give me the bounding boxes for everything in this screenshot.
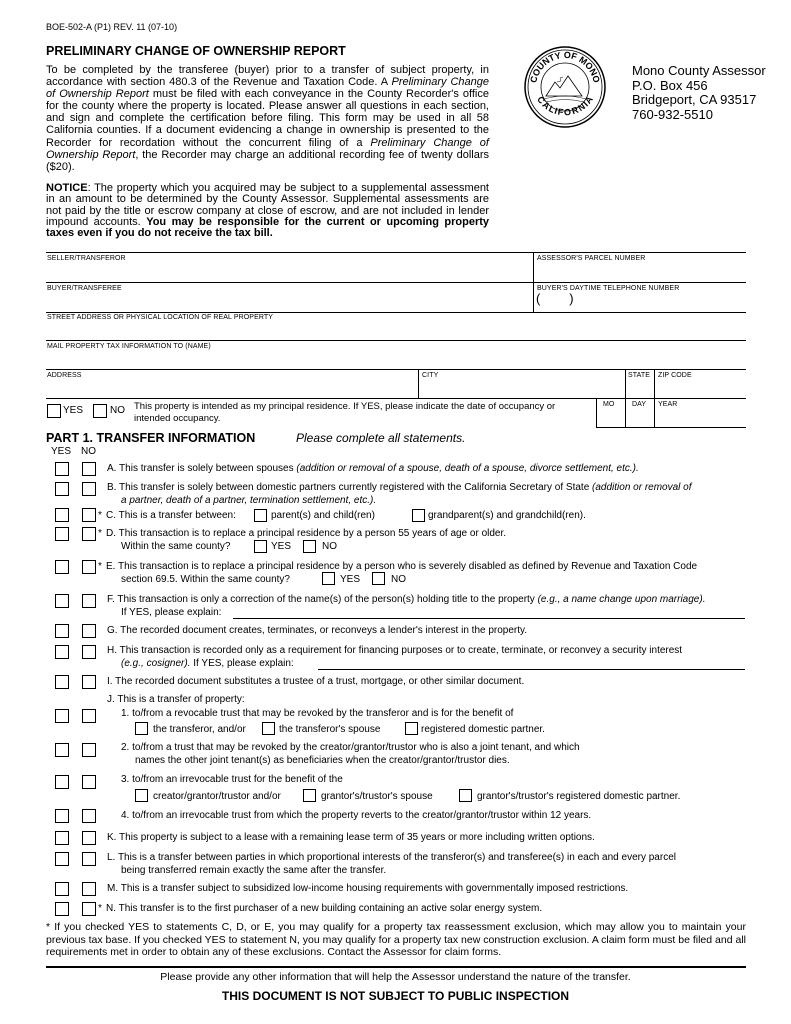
statement-j2-line2: names the other joint tenant(s) as beneficiaries when the creator/grantor/trustor dies.	[135, 755, 510, 766]
seller-label: SELLER/TRANSFEROR	[47, 255, 126, 262]
statement-l: L. This is a transfer between parties in which proportional interests of the transferor(s) and transferee(s) in each and every parcel	[107, 852, 676, 863]
divider	[625, 369, 626, 398]
apn-field[interactable]	[535, 262, 745, 281]
e-same-county-no-checkbox[interactable]	[372, 572, 385, 585]
statement-k-yes-checkbox[interactable]	[55, 831, 69, 845]
seller-field[interactable]	[46, 262, 532, 281]
statement-f-yes-checkbox[interactable]	[55, 594, 69, 608]
state-label: STATE	[628, 372, 651, 379]
street-label: STREET ADDRESS OR PHYSICAL LOCATION OF REAL PROPERTY	[47, 314, 274, 321]
statement-j3-yes-checkbox[interactable]	[55, 775, 69, 789]
no-column-label: NO	[81, 446, 96, 457]
residence-no-checkbox[interactable]	[93, 404, 107, 418]
svg-text:COUNTY OF MONO	[528, 50, 601, 84]
parent-child-checkbox[interactable]	[254, 509, 267, 522]
assessor-po-box: P.O. Box 456	[632, 77, 708, 93]
statement-b: B. This transfer is solely between domestic partners currently registered with the California Secretary of State (addition or removal of	[107, 482, 692, 493]
statement-c-yes-checkbox[interactable]	[55, 508, 69, 522]
statement-k: K. This property is subject to a lease with a remaining lease term of 35 years or more including written options.	[107, 832, 595, 843]
statement-l-no-checkbox[interactable]	[82, 852, 96, 866]
d-yes-label: YES	[271, 541, 292, 552]
assessor-city: Bridgeport, CA 93517	[632, 92, 757, 107]
statement-h-yes-checkbox[interactable]	[55, 645, 69, 659]
f-explain-field[interactable]	[233, 618, 745, 619]
footnote: * If you checked YES to statements C, D, or E, you may qualify for a property tax reassessment exclusion, which may allow you to maintain your previous tax base. If you checked YES to statement N, you may qualify for a property tax new construction exclusion. A claim form must be filed and all requirements met in order to obtain any of these exclusions. Contact the Assessor for claim forms.	[46, 921, 746, 958]
j1-transferor-checkbox[interactable]	[135, 722, 148, 735]
statement-i-no-checkbox[interactable]	[82, 675, 96, 689]
yes-column-label: YES	[51, 446, 72, 457]
assessor-address-block	[632, 64, 766, 122]
statement-n-yes-checkbox[interactable]	[55, 902, 69, 916]
j3-creator-checkbox[interactable]	[135, 789, 148, 802]
statement-e-no-checkbox[interactable]	[82, 560, 96, 574]
year-field[interactable]	[656, 410, 745, 426]
page-title: PRELIMINARY CHANGE OF OWNERSHIP REPORT	[46, 44, 346, 58]
statement-i: I. The recorded document substitutes a trustee of a trust, mortgage, or other similar document.	[107, 676, 525, 687]
assessor-phone: 760-932-5510	[632, 106, 713, 122]
part1-heading: PART 1. TRANSFER INFORMATION	[46, 431, 256, 445]
buyer-phone-label: BUYER'S DAYTIME TELEPHONE NUMBER	[537, 285, 680, 292]
divider	[46, 369, 746, 370]
j3-creator-label: creator/grantor/trustor and/or	[153, 791, 281, 802]
statement-m-no-checkbox[interactable]	[82, 882, 96, 896]
parent-child-label: parent(s) and child(ren)	[271, 510, 375, 521]
statement-a: A. This transfer is solely between spouses (addition or removal of a spouse, death of a spouse, divorce settlement, etc.).	[107, 463, 639, 474]
form-number: BOE-502-A (P1) REV. 11 (07-10)	[46, 22, 178, 32]
county-seal	[524, 46, 606, 128]
residence-no-label: NO	[110, 405, 125, 416]
statement-j2-yes-checkbox[interactable]	[55, 743, 69, 757]
city-label: CITY	[422, 372, 439, 379]
d-same-county-no-checkbox[interactable]	[303, 540, 316, 553]
statement-l-line2: being transferred remain exactly the same after the transfer.	[121, 865, 387, 876]
divider	[46, 252, 746, 253]
mail-to-label: MAIL PROPERTY TAX INFORMATION TO (NAME)	[47, 343, 211, 350]
statement-b-no-checkbox[interactable]	[82, 482, 96, 496]
divider	[625, 398, 626, 427]
d-same-county-yes-checkbox[interactable]	[254, 540, 267, 553]
statement-d-asterisk: *	[98, 528, 102, 539]
j1-partner-label: registered domestic partner.	[421, 724, 545, 735]
statement-f-line2: If YES, please explain:	[121, 607, 222, 618]
statement-a-yes-checkbox[interactable]	[55, 462, 69, 476]
statement-i-yes-checkbox[interactable]	[55, 675, 69, 689]
j1-spouse-label: the transferor's spouse	[279, 724, 381, 735]
statement-f-no-checkbox[interactable]	[82, 594, 96, 608]
address-field[interactable]	[46, 380, 416, 397]
statement-j4: 4. to/from an irrevocable trust from which the property reverts to the creator/grantor/trustor within 12 years.	[121, 810, 592, 821]
j3-spouse-label: grantor's/trustor's spouse	[321, 791, 433, 802]
statement-j4-no-checkbox[interactable]	[82, 809, 96, 823]
svg-text:CALIFORNIA	[535, 94, 595, 117]
j1-transferor-label: the transferor, and/or	[153, 724, 246, 735]
buyer-field[interactable]	[46, 292, 532, 311]
buyer-label: BUYER/TRANSFEREE	[47, 285, 122, 292]
j3-partner-checkbox[interactable]	[459, 789, 472, 802]
statement-d: D. This transaction is to replace a principal residence by a person 55 years of age or older.	[106, 528, 507, 539]
statement-j3: 3. to/from an irrevocable trust for the benefit of the	[121, 774, 343, 785]
divider	[46, 340, 746, 341]
statement-c-no-checkbox[interactable]	[82, 508, 96, 522]
statement-h-line2: (e.g., cosigner). If YES, please explain:	[121, 658, 294, 669]
statement-h: H. This transaction is recorded only as a requirement for financing purposes or to create, terminate, or reconvey a security interest	[107, 645, 683, 656]
statement-e-line2: section 69.5. Within the same county?	[121, 574, 290, 585]
statement-d-yes-checkbox[interactable]	[55, 527, 69, 541]
statement-g-no-checkbox[interactable]	[82, 624, 96, 638]
buyer-phone-field[interactable]: ( )	[536, 291, 574, 306]
divider	[596, 427, 746, 428]
residence-yes-checkbox[interactable]	[47, 404, 61, 418]
divider	[46, 312, 746, 313]
statement-c-asterisk: *	[98, 510, 102, 521]
zip-label: ZIP CODE	[658, 372, 692, 379]
statement-d-line2: Within the same county?	[121, 541, 231, 552]
assessor-name: Mono County Assessor	[632, 63, 766, 78]
statement-b-yes-checkbox[interactable]	[55, 482, 69, 496]
statement-m: M. This is a transfer subject to subsidized low-income housing requirements with governmentally imposed restrictions.	[107, 883, 629, 894]
divider	[46, 282, 746, 283]
statement-e-asterisk: *	[98, 561, 102, 572]
d-no-label: NO	[322, 541, 337, 552]
statement-k-no-checkbox[interactable]	[82, 831, 96, 845]
seal-top-text: COUNTY OF MONO	[528, 49, 602, 84]
j1-spouse-checkbox[interactable]	[262, 722, 275, 735]
statement-a-no-checkbox[interactable]	[82, 462, 96, 476]
residence-text: This property is intended as my principal residence. If YES, please indicate the date of occupancy or intended occupancy.	[134, 401, 556, 424]
not-public-notice: THIS DOCUMENT IS NOT SUBJECT TO PUBLIC INSPECTION	[221, 989, 570, 1003]
statement-j3-no-checkbox[interactable]	[82, 775, 96, 789]
apn-label: ASSESSOR'S PARCEL NUMBER	[537, 255, 646, 262]
statement-e-yes-checkbox[interactable]	[55, 560, 69, 574]
divider	[418, 369, 419, 398]
divider	[596, 398, 597, 427]
j3-partner-label: grantor's/trustor's registered domestic partner.	[477, 791, 681, 802]
statement-c: C. This is a transfer between:	[106, 510, 236, 521]
statement-m-yes-checkbox[interactable]	[55, 882, 69, 896]
statement-j1-no-checkbox[interactable]	[82, 709, 96, 723]
divider	[46, 966, 746, 968]
day-label: DAY	[632, 401, 647, 408]
part1-note: Please complete all statements.	[296, 431, 466, 445]
statement-b-line2: a partner, death of a partner, termination settlement, etc.).	[121, 495, 377, 506]
statement-e: E. This transaction is to replace a principal residence by a person who is severely disabled as defined by Revenue and Taxation Code	[106, 561, 698, 572]
city-field[interactable]	[420, 380, 623, 397]
year-label: YEAR	[658, 401, 678, 408]
zip-field[interactable]	[656, 380, 745, 397]
month-field[interactable]	[598, 410, 624, 426]
statement-g-yes-checkbox[interactable]	[55, 624, 69, 638]
e-same-county-yes-checkbox[interactable]	[322, 572, 335, 585]
divider	[46, 398, 746, 399]
statement-j1-yes-checkbox[interactable]	[55, 709, 69, 723]
notice-paragraph: NOTICE: The property which you acquired may be subject to a supplemental assessment in an amount to be determined by the County Assessor. Supplemental assessments are not paid by the title or escrow company at close of escrow, and are not included in lender impound accounts. You may be responsible for the current or upcoming property taxes even if you do not receive the tax bill.	[46, 182, 490, 240]
e-no-label: NO	[391, 574, 406, 585]
j3-spouse-checkbox[interactable]	[303, 789, 316, 802]
statement-l-yes-checkbox[interactable]	[55, 852, 69, 866]
statement-j: J. This is a transfer of property:	[107, 694, 245, 705]
address-label: ADDRESS	[47, 372, 82, 379]
statement-d-no-checkbox[interactable]	[82, 527, 96, 541]
grandparent-checkbox[interactable]	[412, 509, 425, 522]
j1-partner-checkbox[interactable]	[405, 722, 418, 735]
statement-j4-yes-checkbox[interactable]	[55, 809, 69, 823]
other-info-text: Please provide any other information that will help the Assessor understand the nature of the transfer.	[160, 971, 631, 983]
state-field[interactable]	[627, 380, 653, 397]
statement-j2-no-checkbox[interactable]	[82, 743, 96, 757]
statement-n-no-checkbox[interactable]	[82, 902, 96, 916]
intro-paragraph: To be completed by the transferee (buyer) prior to a transfer of subject property, in accordance with section 480.3 of the Revenue and Taxation Code. A Preliminary Change of Ownership Report must be filed with each conveyance in the County Recorder's office for the county where the property is located. Please answer all questions in each section, and sign and complete the certification before filing. This form may be used in all 58 California counties. If a document evidencing a change in ownership is presented to the Recorder for recordation without the concurrent filing of a Preliminary Change of Ownership Report, the Recorder may charge an additional recording fee of twenty dollars ($20).	[46, 64, 489, 173]
statement-n-asterisk: *	[98, 903, 102, 914]
day-field[interactable]	[627, 410, 653, 426]
grandparent-label: grandparent(s) and grandchild(ren).	[428, 510, 586, 521]
statement-n: N. This transfer is to the first purchaser of a new building containing an active solar energy system.	[106, 903, 543, 914]
street-field[interactable]	[46, 322, 746, 340]
statement-h-no-checkbox[interactable]	[82, 645, 96, 659]
month-label: MO	[603, 401, 615, 408]
mail-to-field[interactable]	[46, 351, 746, 368]
residence-yes-label: YES	[63, 405, 84, 416]
statement-j2: 2. to/from a trust that may be revoked by the creator/grantor/trustor who is also a joint tenant, and which	[121, 742, 580, 753]
seal-bottom-text: CALIFORNIA	[535, 94, 595, 118]
e-yes-label: YES	[340, 574, 361, 585]
h-explain-field[interactable]	[318, 669, 745, 670]
statement-f: F. This transaction is only a correction of the name(s) of the person(s) holding title to the property (e.g., a name change upon marriage).	[107, 594, 706, 605]
statement-j1: 1. to/from a revocable trust that may be revoked by the transferor and is for the benefit of	[121, 708, 514, 719]
statement-g: G. The recorded document creates, terminates, or reconveys a lender's interest in the property.	[107, 625, 528, 636]
